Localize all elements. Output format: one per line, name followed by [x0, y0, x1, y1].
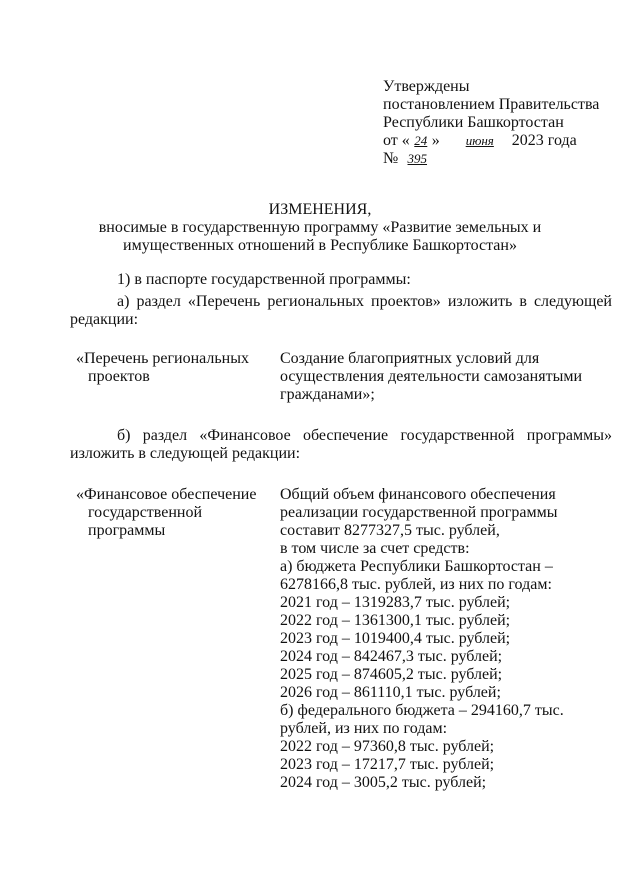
- table2-label: [76, 486, 256, 540]
- table2-line: б) федерального бюджета – 294160,7 тыс.: [280, 702, 564, 719]
- date-mid: »: [431, 132, 440, 149]
- date-prefix: от «: [383, 132, 410, 149]
- item-a-line-1: а) раздел «Перечень региональных проектов» изложить в следующей: [117, 293, 612, 310]
- item-1: 1) в паспорте государственной программы:: [117, 271, 411, 288]
- approval-date: [383, 132, 599, 150]
- table1-value: [280, 350, 582, 404]
- date-suffix: 2023 года: [511, 132, 577, 149]
- table2-line: 2024 год – 3005,2 тыс. рублей;: [280, 774, 487, 791]
- date-day: 24: [414, 133, 428, 148]
- table2-line: 6278166,8 тыс. рублей, из них по годам:: [280, 576, 552, 593]
- title-sub-2: имущественных отношений в Республике Башкортостан»: [123, 237, 517, 254]
- item-b-line-2: изложить в следующей редакции:: [70, 445, 301, 462]
- table2-line: Общий объем финансового обеспечения: [280, 486, 556, 503]
- table2-line: рублей, из них по годам:: [280, 720, 448, 737]
- table2-line: 2021 год – 1319283,7 тыс. рублей;: [280, 594, 511, 611]
- item-a-line-2: редакции:: [70, 311, 139, 328]
- table1-value-line-3: гражданами»;: [280, 386, 375, 403]
- table2-value: [280, 486, 564, 792]
- table1-label: [76, 350, 249, 386]
- approval-line-2: постановлением Правительства: [383, 96, 600, 113]
- table2-line: 2023 год – 1019400,4 тыс. рублей;: [280, 630, 511, 647]
- document-title: [0, 201, 640, 255]
- table2-line: составит 8277327,5 тыс. рублей,: [280, 522, 500, 539]
- approval-line-1: Утверждены: [383, 78, 470, 95]
- table1-label-line-1: «Перечень региональных: [76, 350, 249, 367]
- table2-line: в том числе за счет средств:: [280, 540, 470, 557]
- approval-number: [383, 150, 599, 168]
- table2-label-line-3: программы: [88, 522, 166, 539]
- table2-line: 2022 год – 97360,8 тыс. рублей;: [280, 738, 495, 755]
- table2-line: а) бюджета Республики Башкортостан –: [280, 558, 553, 575]
- item-b-line-1: б) раздел «Финансовое обеспечение государственной программы»: [117, 427, 612, 444]
- approval-line-3: Республики Башкортостан: [383, 114, 564, 131]
- table2-line: 2025 год – 874605,2 тыс. рублей;: [280, 666, 503, 683]
- table1-value-line-1: Создание благоприятных условий для: [280, 350, 540, 367]
- date-month: июня: [465, 133, 494, 148]
- approval-block: [383, 78, 599, 168]
- number-prefix: №: [383, 150, 399, 167]
- table1-label-line-2: проектов: [88, 368, 150, 385]
- table2-label-line-1: «Финансовое обеспечение: [76, 486, 257, 503]
- table2-line: 2022 год – 1361300,1 тыс. рублей;: [280, 612, 511, 629]
- number-value: 395: [407, 151, 428, 166]
- title-sub-1: вносимые в государственную программу «Развитие земельных и: [98, 219, 542, 236]
- table1-value-line-2: осуществления деятельности самозанятыми: [280, 368, 583, 385]
- table2-line: реализации государственной программы: [280, 504, 558, 521]
- title-heading: ИЗМЕНЕНИЯ,: [268, 201, 372, 218]
- table2-line: 2026 год – 861110,1 тыс. рублей;: [280, 684, 501, 701]
- table2-line: 2024 год – 842467,3 тыс. рублей;: [280, 648, 503, 665]
- table2-line: 2023 год – 17217,7 тыс. рублей;: [280, 756, 495, 773]
- table2-label-line-2: государственной: [88, 504, 203, 521]
